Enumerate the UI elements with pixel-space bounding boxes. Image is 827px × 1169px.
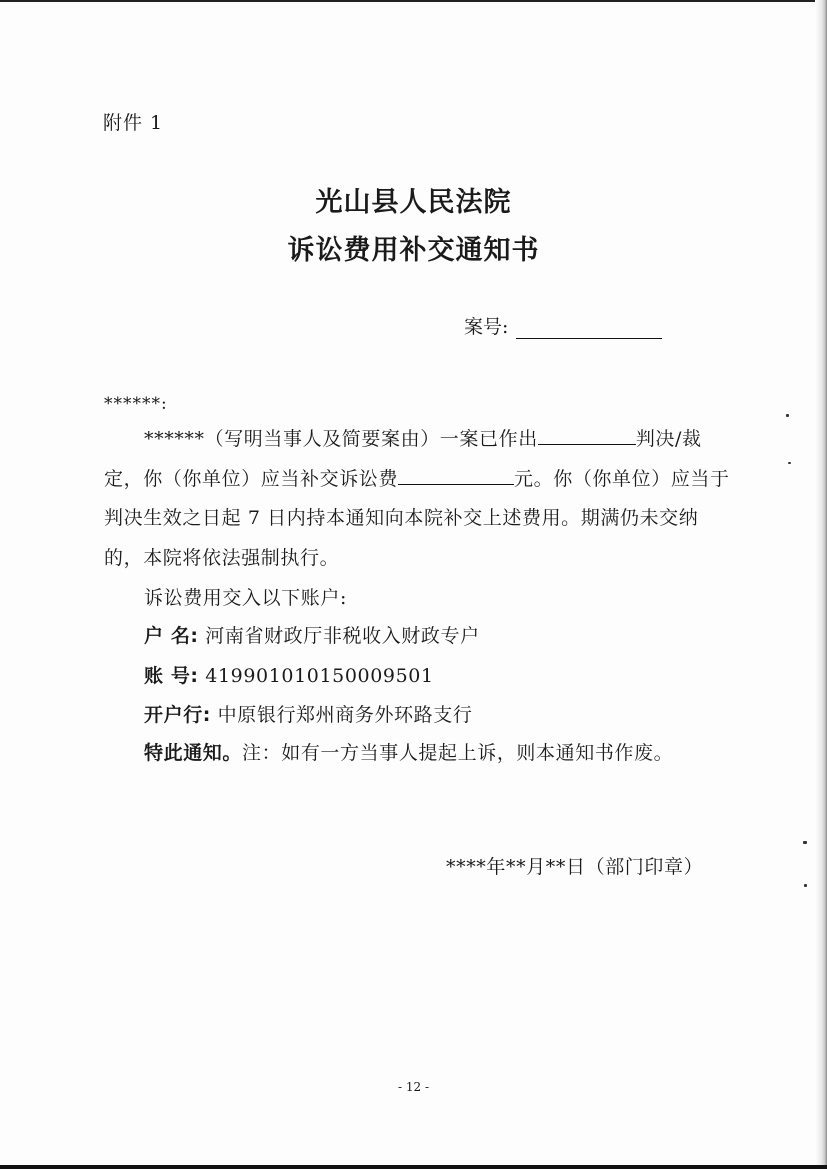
- page-number: - 12 -: [397, 1080, 429, 1094]
- case-number-label: 案号:: [464, 316, 509, 338]
- main-paragraph: [104, 420, 736, 578]
- notice-row: [144, 738, 673, 765]
- account-name-row: [144, 621, 480, 648]
- account-intro: 诉讼费用交入以下账户:: [144, 587, 348, 609]
- notice-label: 特此通知。: [144, 742, 243, 764]
- account-name-label: 户 名:: [144, 625, 199, 647]
- case-number-blank: [516, 320, 662, 339]
- attachment-label: 附件 1: [103, 112, 164, 134]
- scan-speck: [786, 414, 789, 417]
- account-number-label: 账 号:: [144, 665, 199, 687]
- scan-edge-top: [0, 0, 827, 2]
- scan-edge-bottom: [0, 1165, 827, 1169]
- court-name-title: 光山县人民法院: [315, 187, 512, 218]
- scan-speck: [804, 884, 807, 887]
- account-name-value: 河南省财政厅非税收入财政专户: [205, 625, 480, 647]
- scan-edge-right: [815, 0, 827, 1169]
- paragraph-text-a: ******（写明当事人及简要案由）一案已作出: [144, 428, 538, 450]
- fee-amount-blank: [398, 464, 514, 485]
- notice-title: 诉讼费用补交通知书: [287, 235, 540, 266]
- bank-row: [144, 700, 472, 727]
- bank-label: 开户行:: [144, 704, 211, 726]
- paragraph-text-b: 判决/裁定，你（你单位）应当补交诉讼费: [104, 428, 702, 490]
- notice-text: 注：如有一方当事人提起上诉，则本通知书作废。: [242, 742, 674, 764]
- scan-speck: [788, 462, 791, 464]
- date-and-seal: ****年**月**日（部门印章）: [446, 856, 704, 878]
- paragraph-text-c: 元。你（你单位）应当于判决生效之日起 7 日内持本通知向本院补交上述费用。期满仍未交纳的，本院将依法强制执行。: [104, 467, 730, 569]
- judgment-blank: [538, 424, 636, 445]
- addressee: ******:: [104, 394, 168, 414]
- case-number-row: [464, 312, 662, 339]
- scan-speck: [803, 841, 807, 844]
- account-number-row: [144, 661, 434, 688]
- bank-value: 中原银行郑州商务外环路支行: [217, 704, 473, 726]
- account-number-value: 419901010150009501: [205, 665, 434, 687]
